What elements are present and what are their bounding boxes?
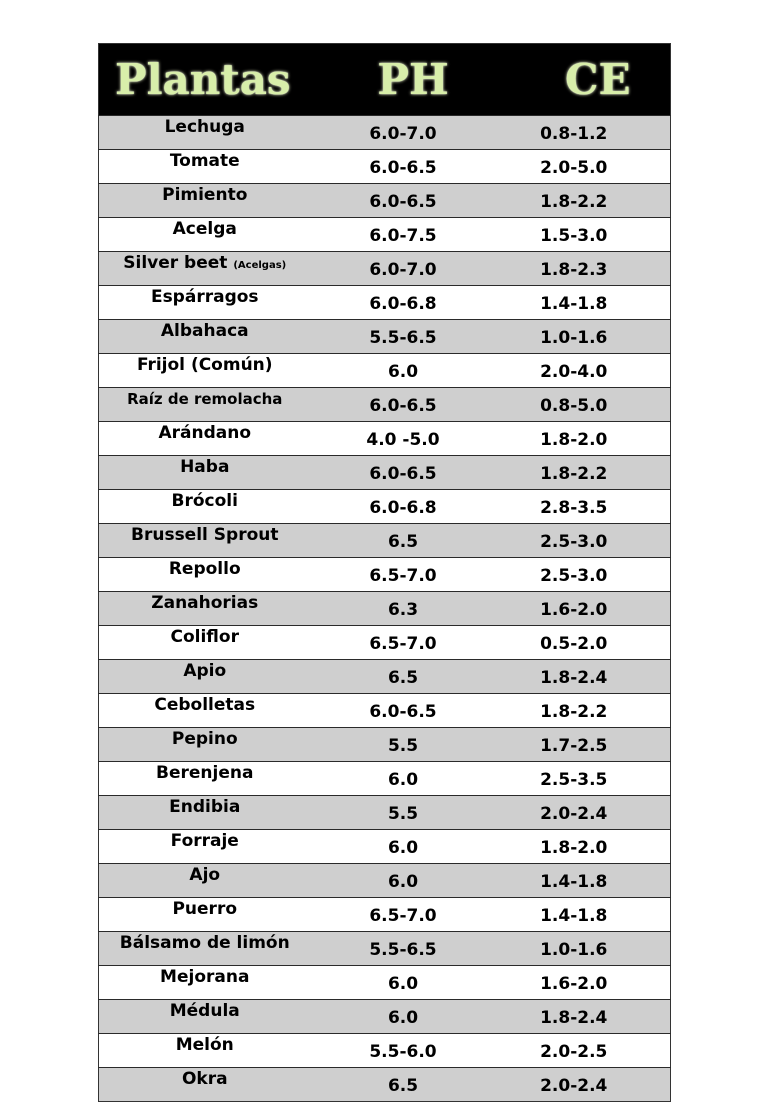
ce-value: 2.0-5.0: [506, 150, 671, 184]
plant-name: Cebolletas: [154, 695, 256, 715]
plant-name-cell: [99, 830, 311, 864]
table-row: [99, 150, 671, 184]
ph-value: 6.0: [311, 354, 506, 388]
ce-value: 2.5-3.0: [506, 558, 671, 592]
plants-ph-ce-table: [98, 43, 671, 1102]
ce-value: 1.6-2.0: [506, 592, 671, 626]
table-row: [99, 728, 671, 762]
ce-value: 1.8-2.2: [506, 694, 671, 728]
table-row: [99, 388, 671, 422]
plant-name-cell: [99, 218, 311, 252]
ce-value: 1.4-1.8: [506, 898, 671, 932]
plant-name: Forraje: [170, 831, 239, 851]
table-row: [99, 966, 671, 1000]
plant-name: Espárragos: [150, 287, 259, 307]
ph-value: 6.0-6.8: [311, 490, 506, 524]
plant-name-cell: [99, 626, 311, 660]
plant-name: Albahaca: [160, 321, 249, 341]
ph-value: 6.5-7.0: [311, 558, 506, 592]
table-row: [99, 252, 671, 286]
plant-name-cell: [99, 252, 311, 286]
table-row: [99, 422, 671, 456]
plant-name-cell: [99, 1034, 311, 1068]
ph-value: 6.3: [311, 592, 506, 626]
ph-value: 6.5: [311, 524, 506, 558]
table-row: [99, 864, 671, 898]
ph-value: 5.5-6.5: [311, 320, 506, 354]
table-header: [99, 44, 671, 116]
plant-name: Brócoli: [171, 491, 238, 511]
table-row: [99, 286, 671, 320]
ph-value: 6.0-7.5: [311, 218, 506, 252]
plant-name: Puerro: [172, 899, 238, 919]
plant-name-cell: [99, 116, 311, 150]
plant-name: Mejorana: [160, 967, 250, 987]
plant-name: Frijol: [136, 355, 186, 375]
table-row: [99, 320, 671, 354]
table-row: [99, 592, 671, 626]
plant-name-cell: [99, 694, 311, 728]
table-row: [99, 932, 671, 966]
plant-name: Médula: [169, 1001, 240, 1021]
plant-name-cell: [99, 320, 311, 354]
plant-note: (Común): [190, 355, 273, 375]
ce-value: 2.5-3.5: [506, 762, 671, 796]
header-plantas: Plantas: [99, 44, 311, 116]
plant-name-cell: [99, 388, 311, 422]
ce-value: 2.0-4.0: [506, 354, 671, 388]
ce-value: 1.8-2.4: [506, 660, 671, 694]
ph-value: 6.0-7.0: [311, 116, 506, 150]
plant-name-cell: [99, 354, 311, 388]
plant-name-cell: [99, 524, 311, 558]
ph-value: 6.0-6.5: [311, 184, 506, 218]
ce-value: 2.0-2.5: [506, 1034, 671, 1068]
table-row: [99, 1068, 671, 1102]
ce-value: 1.5-3.0: [506, 218, 671, 252]
plant-name-cell: [99, 660, 311, 694]
ce-value: 1.8-2.2: [506, 456, 671, 490]
ph-value: 5.5: [311, 728, 506, 762]
ph-value: 6.5-7.0: [311, 626, 506, 660]
ce-value: 1.4-1.8: [506, 286, 671, 320]
ce-value: 1.0-1.6: [506, 932, 671, 966]
table-row: [99, 184, 671, 218]
table-row: [99, 490, 671, 524]
plant-name-cell: [99, 490, 311, 524]
plant-name-cell: [99, 728, 311, 762]
plant-name: Apio: [183, 661, 227, 681]
plant-name-cell: [99, 558, 311, 592]
plant-name: Melón: [175, 1035, 234, 1055]
ce-value: 2.0-2.4: [506, 796, 671, 830]
plant-name-cell: [99, 422, 311, 456]
ce-value: 1.6-2.0: [506, 966, 671, 1000]
ph-value: 6.0-6.8: [311, 286, 506, 320]
table-row: [99, 830, 671, 864]
ph-value: 6.0-6.5: [311, 456, 506, 490]
plant-name: Zanahorias: [151, 593, 259, 613]
ph-value: 6.0: [311, 966, 506, 1000]
ce-value: 1.0-1.6: [506, 320, 671, 354]
table-row: [99, 116, 671, 150]
ph-value: 6.5-7.0: [311, 898, 506, 932]
plant-name-cell: [99, 286, 311, 320]
plant-name-cell: [99, 592, 311, 626]
ph-value: 6.0: [311, 762, 506, 796]
ph-value: 5.5: [311, 796, 506, 830]
table-row: [99, 218, 671, 252]
ph-value: 5.5-6.0: [311, 1034, 506, 1068]
ce-value: 1.8-2.2: [506, 184, 671, 218]
header-ce: CE: [506, 44, 671, 116]
ce-value: 1.8-2.4: [506, 1000, 671, 1034]
plant-name: Lechuga: [164, 117, 245, 137]
table-row: [99, 1000, 671, 1034]
ph-value: 6.0: [311, 1000, 506, 1034]
ce-value: 1.8-2.0: [506, 422, 671, 456]
ph-value: 6.0-7.0: [311, 252, 506, 286]
plant-name: Brussell Sprout: [131, 525, 279, 545]
table-row: [99, 456, 671, 490]
plant-name: Arándano: [158, 423, 252, 443]
plant-name: Pepino: [171, 729, 238, 749]
ce-value: 2.5-3.0: [506, 524, 671, 558]
plant-name-cell: [99, 762, 311, 796]
table-row: [99, 524, 671, 558]
table-row: [99, 1034, 671, 1068]
plant-name-cell: [99, 1068, 311, 1102]
table-row: [99, 762, 671, 796]
plant-name-cell: [99, 150, 311, 184]
plant-name: Bálsamo de limón: [119, 933, 290, 953]
table-row: [99, 354, 671, 388]
header-ph: PH: [311, 44, 506, 116]
plant-name-cell: [99, 864, 311, 898]
ce-value: 0.8-5.0: [506, 388, 671, 422]
ph-value: 6.0: [311, 864, 506, 898]
ph-value: 4.0 -5.0: [311, 422, 506, 456]
plant-name-cell: [99, 966, 311, 1000]
ph-value: 6.0-6.5: [311, 694, 506, 728]
plant-name: Haba: [180, 457, 230, 477]
ce-value: 2.8-3.5: [506, 490, 671, 524]
plant-name: Acelga: [172, 219, 237, 239]
table-row: [99, 898, 671, 932]
ce-value: 2.0-2.4: [506, 1068, 671, 1102]
table-row: [99, 660, 671, 694]
ph-value: 6.0: [311, 830, 506, 864]
ph-value: 6.0-6.5: [311, 150, 506, 184]
ce-value: 1.8-2.3: [506, 252, 671, 286]
plant-name: Okra: [181, 1069, 228, 1089]
plant-name: Coliflor: [170, 627, 239, 647]
plant-name: Raíz de remolacha: [127, 390, 283, 408]
table-body: [99, 116, 671, 1102]
plant-name: Endibia: [169, 797, 241, 817]
plant-name-cell: [99, 1000, 311, 1034]
plant-name-cell: [99, 456, 311, 490]
plant-note: (Acelgas): [233, 260, 287, 271]
table-row: [99, 796, 671, 830]
ph-value: 6.0-6.5: [311, 388, 506, 422]
ce-value: 0.5-2.0: [506, 626, 671, 660]
plant-name: Tomate: [169, 151, 240, 171]
ce-value: 1.7-2.5: [506, 728, 671, 762]
plant-name: Ajo: [189, 865, 221, 885]
plant-name-cell: [99, 898, 311, 932]
header-row: [99, 44, 671, 116]
table-row: [99, 694, 671, 728]
plant-name: Silver beet: [123, 253, 228, 273]
ph-value: 5.5-6.5: [311, 932, 506, 966]
table-row: [99, 558, 671, 592]
plant-name-cell: [99, 184, 311, 218]
ph-value: 6.5: [311, 660, 506, 694]
ph-value: 6.5: [311, 1068, 506, 1102]
plant-name-cell: [99, 796, 311, 830]
plant-name: Pimiento: [162, 185, 248, 205]
ce-value: 1.8-2.0: [506, 830, 671, 864]
plant-name-cell: [99, 932, 311, 966]
plant-name: Repollo: [168, 559, 241, 579]
table-row: [99, 626, 671, 660]
ce-value: 1.4-1.8: [506, 864, 671, 898]
plant-name: Berenjena: [156, 763, 254, 783]
ce-value: 0.8-1.2: [506, 116, 671, 150]
